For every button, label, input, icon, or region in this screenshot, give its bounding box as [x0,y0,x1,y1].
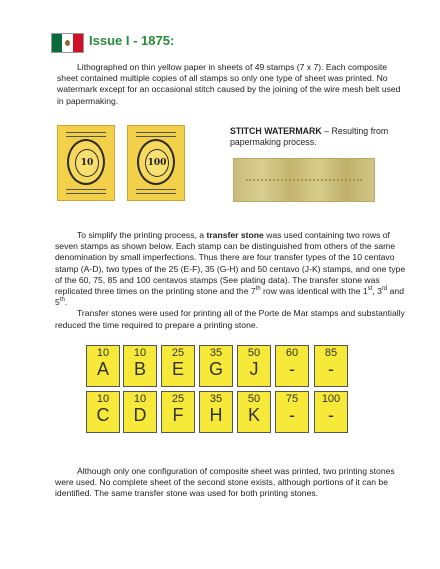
cell-denomination: 10 [96,347,110,359]
watermark-heading: STITCH WATERMARK [230,126,322,136]
cell-type-letter: F [172,405,184,425]
stamp-position-cell [237,391,271,433]
cell-type-letter: C [96,405,110,425]
stamp-value: 100 [145,149,169,177]
superscript: th [59,297,65,304]
stamp-position-cell [237,345,271,387]
cell-denomination: 60 [285,347,299,359]
stamp-position-cell [314,391,348,433]
superscript: th [255,286,261,293]
cell-denomination: 25 [171,347,185,359]
cell-denomination: 85 [324,347,338,359]
stamp-position-cell [275,391,309,433]
cell-denomination: 10 [96,393,110,405]
stamp-image-100 [127,125,185,201]
stamp-position-cell [199,391,233,433]
text-run: Transfer stones were used for printing all of the Porte de Mar stamps and substantially reduced the time required to prepare a printing stone. [55,308,405,330]
cell-denomination: 25 [171,393,185,405]
cell-denomination: 35 [209,347,223,359]
intro-paragraph: Lithographed on thin yellow paper in sheets of 49 stamps (7 x 7). Each composite sheet contained multiple copies of all stamps so only one type of sheet was printed. No watermark except for an occasional stitch caused by the joining of the wire mesh belt used in papermaking. [57,62,401,106]
cell-type-letter: K [247,405,260,425]
cell-denomination: 100 [321,393,341,405]
text-run: , 3 [372,286,382,297]
cell-type-letter: H [209,405,223,425]
text-run: . [64,297,68,308]
stamp-position-cell [314,345,348,387]
text-run: and 5 [55,286,404,308]
cell-type-letter: B [133,359,146,379]
mexico-flag-icon [51,33,84,53]
cell-type-letter: J [249,359,259,379]
closing-paragraph: Although only one configuration of composite sheet was printed, two printing stones were used. No complete sheet of the second stone exists, although portions of it can be identified. The same transfer stone was used for both printing stones. [55,466,395,499]
watermark-caption [230,126,400,148]
cell-type-letter: - [328,359,334,379]
text-run: was used containing two rows of seven stamps as shown below. Each stamp can be distinguished from others of the same denomination by small imperfections. Thus there are four transfer types of the 10 centavo stamp (A-D), two types of the 25 (E-F), 35 (G-H) and 50 centavo (J-K) stamps, and one type of the 60, 75, 85 and 100 centavos stamps (See plating data). The transfer stone was replicated three times on the printing stone and the 7 [55,230,406,297]
cell-denomination: 50 [247,393,261,405]
cell-denomination: 10 [133,393,147,405]
cell-type-letter: A [96,359,109,379]
cell-type-letter: - [289,405,295,425]
text-run: row was identical with the 1 [260,286,368,297]
cell-denomination: 75 [285,393,299,405]
stamp-value: 10 [75,149,99,177]
cell-type-letter: E [171,359,184,379]
cell-type-letter: - [289,359,295,379]
cell-denomination: 10 [133,347,147,359]
cell-type-letter: D [133,405,147,425]
watermark-text: – Resulting from papermaking process. [230,126,389,147]
cell-type-letter: - [328,405,334,425]
cell-denomination: 50 [247,347,261,359]
superscript: rd [381,286,388,293]
superscript: st [367,286,373,293]
stitch-watermark-image [233,158,375,202]
stamp-position-cell [123,391,157,433]
bold-term: transfer stone [206,230,264,240]
stamp-position-cell [161,391,195,433]
stamp-image-10 [57,125,115,201]
stamp-position-cell [161,345,195,387]
stamp-position-cell [86,345,120,387]
text-run: To simplify the printing process, a [77,230,207,240]
section-title: Issue I - 1875: [89,33,175,48]
stamp-position-cell [199,345,233,387]
cell-denomination: 35 [209,393,223,405]
stamp-position-cell [123,345,157,387]
transfer-stone-paragraph [55,230,407,331]
cell-type-letter: G [208,359,223,379]
stamp-position-cell [86,391,120,433]
stamp-position-cell [275,345,309,387]
